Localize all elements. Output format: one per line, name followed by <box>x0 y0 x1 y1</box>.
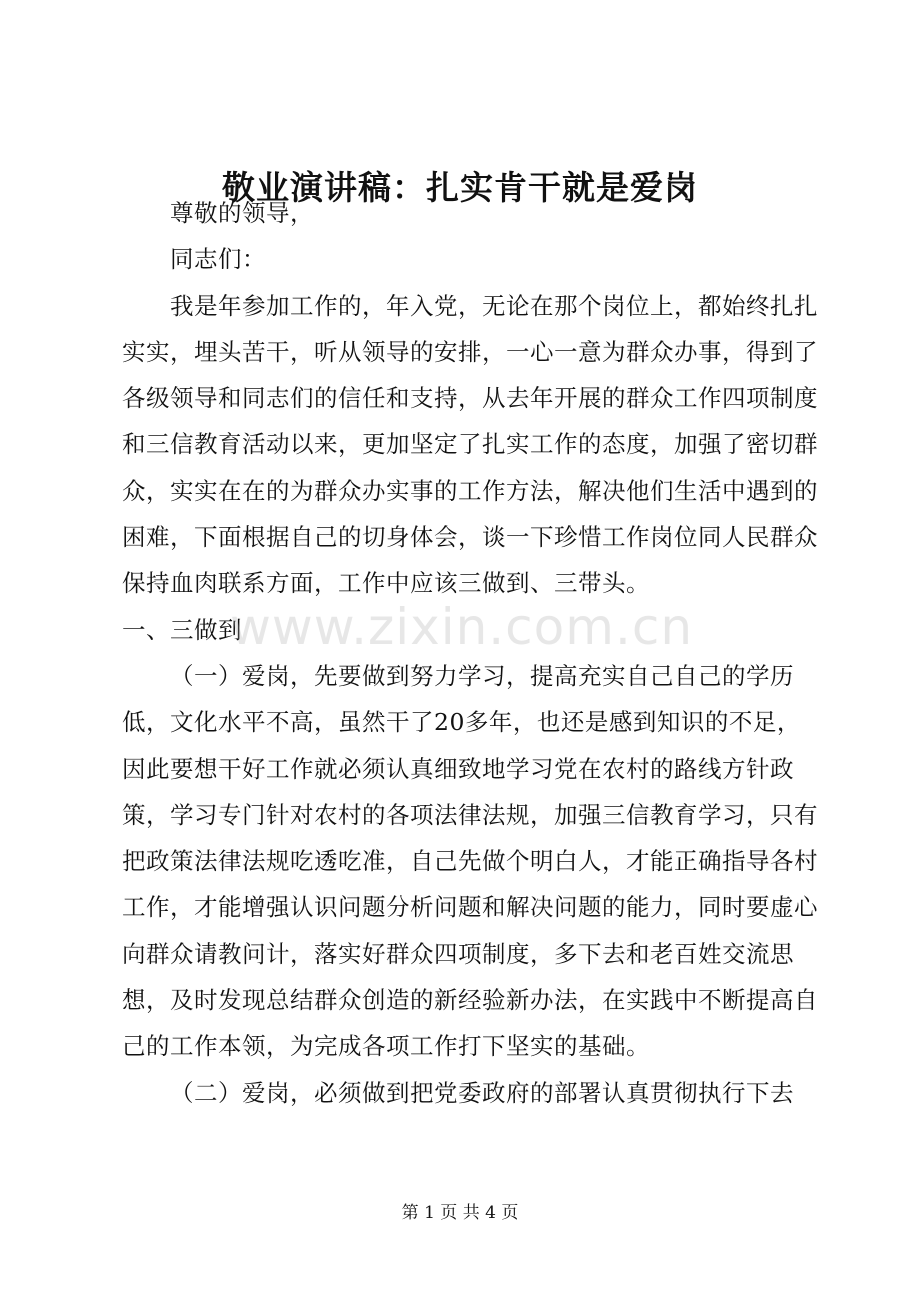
paragraph-intro: 我是年参加工作的，年入党，无论在那个岗位上，都始终扎扎实实，埋头苦干，听从领导的安排，一心一意为群众办事，得到了各级领导和同志们的信任和支持，从去年开展的群众工作四项制度和三信教育活动以来，更加坚定了扎实工作的态度，加强了密切群众，实实在在的为群众办实事的工作方法，解决他们生活中遇到的困难，下面根据自己的切身体会，谈一下珍惜工作岗位同人民群众保持血肉联系方面，工作中应该三做到、三带头。 <box>122 291 818 598</box>
document-body <box>122 190 822 1116</box>
paragraph-point-1: （一）爱岗，先要做到努力学习，提高充实自己自己的学历低，文化水平不高，虽然干了20多年，也还是感到知识的不足，因此要想干好工作就必须认真细致地学习党在农村的路线方针政策，学习专门针对农村的各项法律法规，加强三信教育学习，只有把政策法律法规吃透吃准，自己先做个明白人，才能正确指导各村工作，才能增强认识问题分析问题和解决问题的能力，同时要虚心向群众请教问计，落实好群众四项制度，多下去和老百姓交流思想，及时发现总结群众创造的新经验新办法，在实践中不断提高自己的工作本领，为完成各项工作打下坚实的基础。 <box>122 661 818 1061</box>
paragraph-point-2: （二）爱岗，必须做到把党委政府的部署认真贯彻执行下去 <box>170 1078 794 1107</box>
salutation-line-2: 同志们： <box>170 245 266 274</box>
section-heading: 一、三做到 <box>122 615 242 644</box>
document-title: 敬业演讲稿：扎实肯干就是爱岗 <box>222 168 698 207</box>
salutation-line-1: 尊敬的领导， <box>170 199 314 227</box>
page-footer: 第 1 页 共 4 页 <box>401 1203 519 1223</box>
watermark-text: www.zixin.com.cn <box>230 598 694 656</box>
